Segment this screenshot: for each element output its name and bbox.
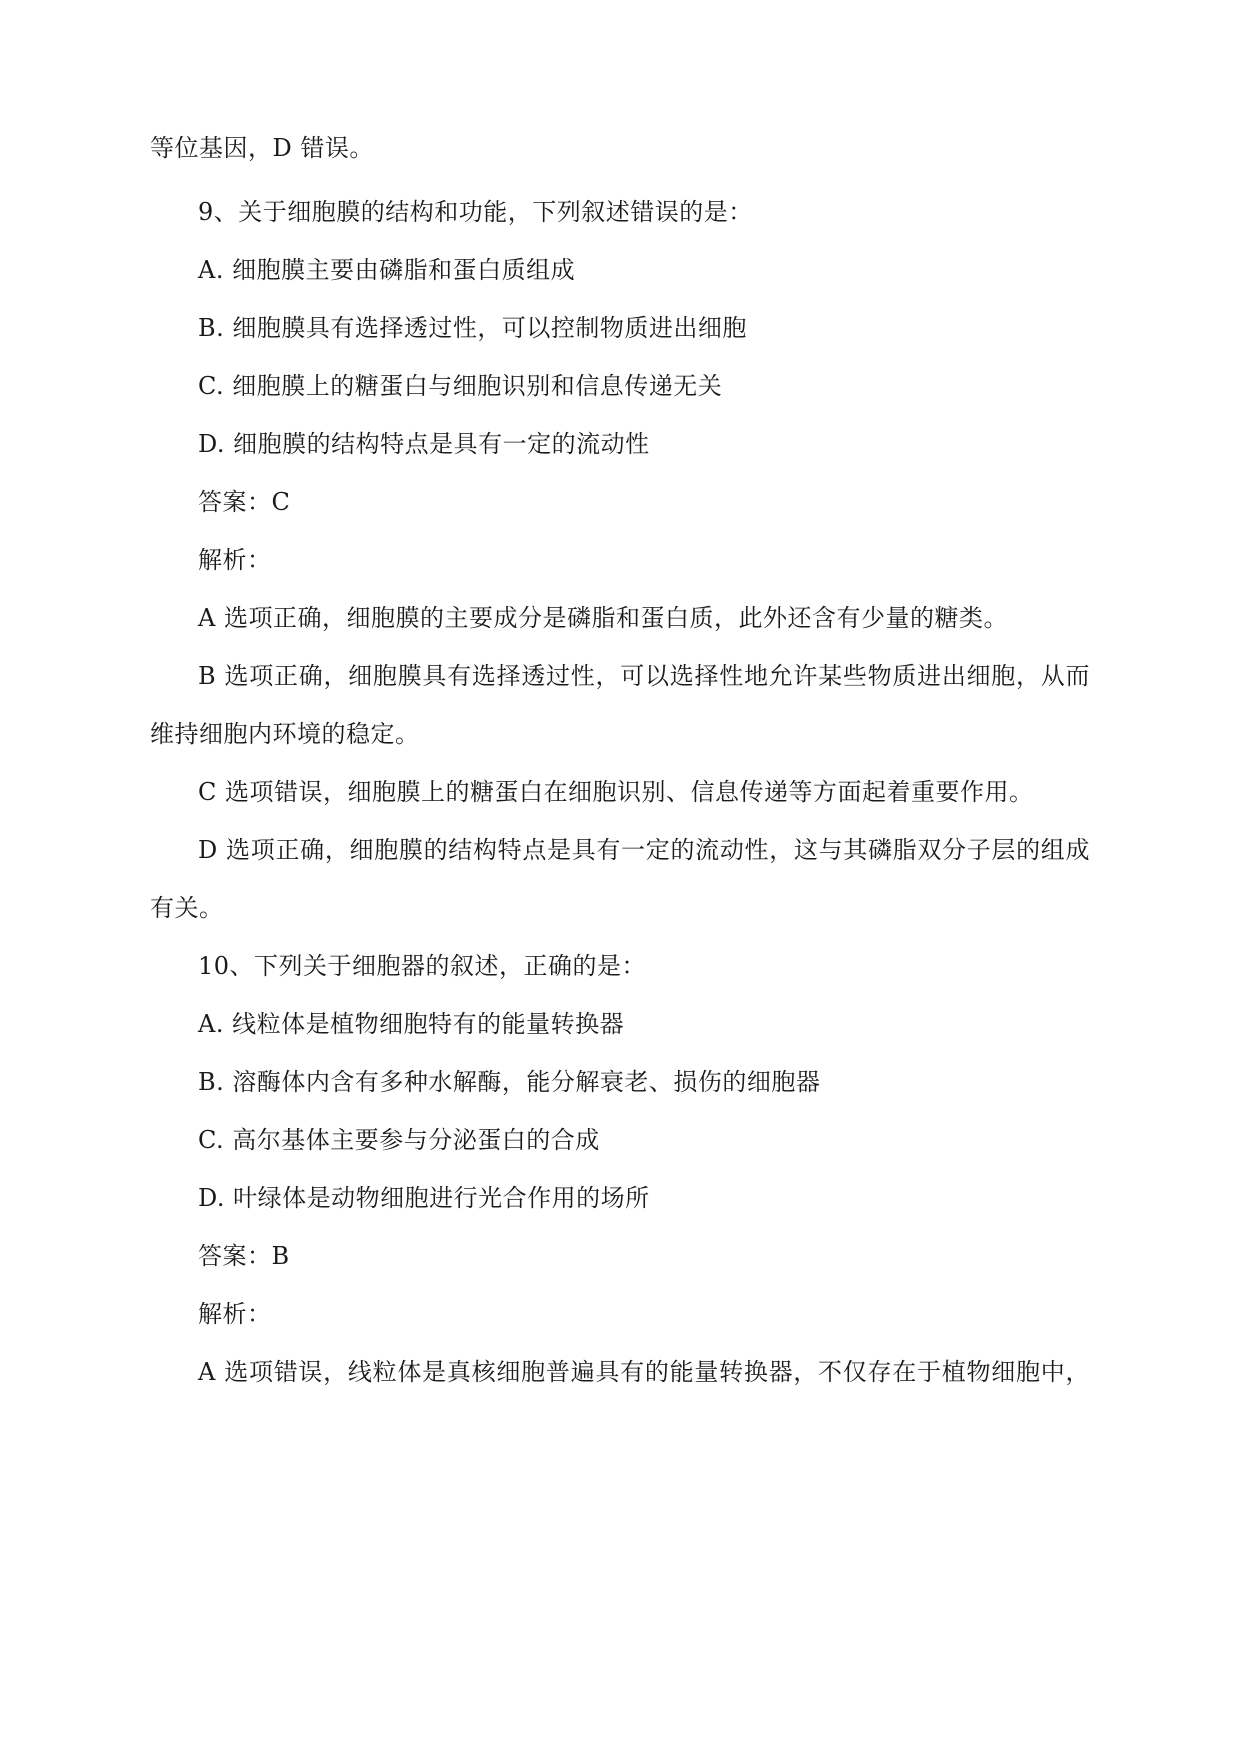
analysis-text-line: C 选项错误，细胞膜上的糖蛋白在细胞识别、信息传递等方面起着重要作用。 [198, 778, 1034, 806]
analysis-text-line: D 选项正确，细胞膜的结构特点是具有一定的流动性，这与其磷脂双分子层的组成 [198, 836, 1090, 864]
question-9-option-c: C. 细胞膜上的糖蛋白与细胞识别和信息传递无关 [198, 372, 723, 400]
text-line: 等位基因，D 错误。 [150, 134, 374, 162]
question-9-analysis-label: 解析： [198, 546, 272, 574]
analysis-text-line: A 选项正确，细胞膜的主要成分是磷脂和蛋白质，此外还含有少量的糖类。 [198, 604, 1008, 632]
question-9-stem: 9、关于细胞膜的结构和功能，下列叙述错误的是： [198, 198, 753, 226]
analysis-text-line: B 选项正确，细胞膜具有选择透过性，可以选择性地允许某些物质进出细胞，从而 [198, 662, 1090, 690]
question-10-answer: 答案：B [198, 1242, 290, 1270]
analysis-text-line: 维持细胞内环境的稳定。 [150, 720, 420, 748]
question-10-option-d: D. 叶绿体是动物细胞进行光合作用的场所 [198, 1184, 650, 1212]
question-10-option-c: C. 高尔基体主要参与分泌蛋白的合成 [198, 1126, 600, 1154]
question-9-option-d: D. 细胞膜的结构特点是具有一定的流动性 [198, 430, 650, 458]
question-10-analysis-label: 解析： [198, 1300, 272, 1328]
question-10-stem: 10、下列关于细胞器的叙述，正确的是： [198, 952, 647, 980]
question-10-option-a: A. 线粒体是植物细胞特有的能量转换器 [198, 1010, 625, 1038]
question-10-option-b: B. 溶酶体内含有多种水解酶，能分解衰老、损伤的细胞器 [198, 1068, 821, 1096]
analysis-text-line: A 选项错误，线粒体是真核细胞普遍具有的能量转换器，不仅存在于植物细胞中， [198, 1358, 1090, 1386]
question-9-option-b: B. 细胞膜具有选择透过性，可以控制物质进出细胞 [198, 314, 747, 342]
question-9-option-a: A. 细胞膜主要由磷脂和蛋白质组成 [198, 256, 576, 284]
analysis-text-line: 有关。 [150, 894, 224, 922]
question-9-answer: 答案：C [198, 488, 291, 516]
